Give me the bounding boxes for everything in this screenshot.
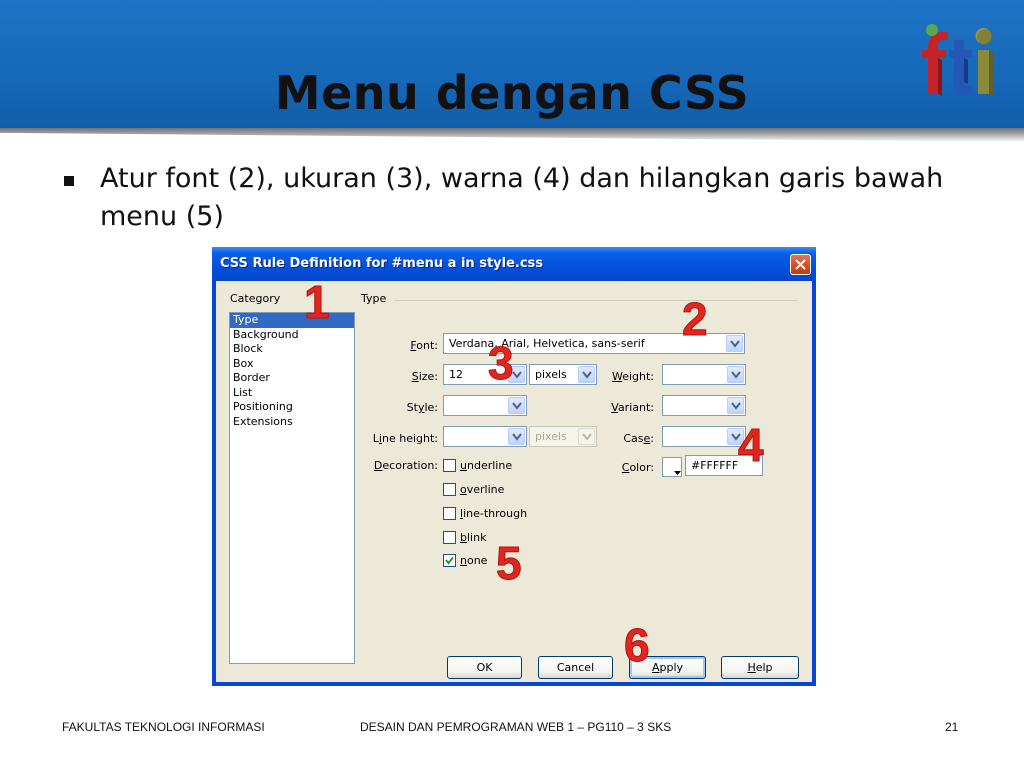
apply-button[interactable]: Apply bbox=[629, 656, 706, 679]
case-label: Case: bbox=[623, 432, 654, 445]
slide-title: Menu dengan CSS bbox=[274, 66, 750, 120]
callout-3: 3 bbox=[488, 337, 514, 389]
section-title: Type bbox=[361, 292, 387, 305]
dropdown-arrow-icon bbox=[674, 471, 681, 476]
banner-shadow bbox=[0, 128, 1024, 142]
help-button[interactable]: Help bbox=[721, 656, 799, 679]
chevron-down-icon bbox=[582, 371, 592, 379]
line-height-dropdown-button[interactable] bbox=[508, 428, 525, 445]
category-item-extensions[interactable]: Extensions bbox=[233, 414, 293, 428]
font-dropdown-button[interactable] bbox=[726, 335, 743, 352]
section-divider bbox=[394, 300, 798, 301]
size-unit-value: pixels bbox=[535, 368, 567, 381]
size-unit-dropdown-button[interactable] bbox=[578, 366, 595, 383]
css-rule-dialog bbox=[212, 247, 816, 686]
size-input[interactable] bbox=[443, 364, 527, 385]
blink-label: blink bbox=[460, 531, 487, 544]
fti-logo-icon bbox=[918, 22, 1002, 100]
ok-button[interactable]: OK bbox=[447, 656, 522, 679]
line-height-input[interactable] bbox=[443, 426, 527, 447]
callout-1: 1 bbox=[304, 276, 330, 328]
bullet-marker bbox=[64, 176, 74, 186]
category-item-list[interactable]: List bbox=[233, 385, 253, 399]
weight-select[interactable] bbox=[662, 364, 746, 385]
close-button[interactable] bbox=[790, 254, 811, 275]
chevron-down-icon bbox=[731, 371, 741, 379]
color-swatch[interactable] bbox=[662, 457, 682, 477]
font-label: Font: bbox=[410, 339, 438, 352]
variant-label: Variant: bbox=[611, 401, 654, 414]
overline-checkbox[interactable] bbox=[443, 483, 456, 496]
chevron-down-icon bbox=[512, 402, 522, 410]
bullet-text: Atur font (2), ukuran (3), warna (4) dan hilangkan garis bawah menu (5) bbox=[100, 163, 944, 232]
blink-checkbox[interactable] bbox=[443, 531, 456, 544]
category-item-border[interactable]: Border bbox=[233, 371, 270, 384]
dialog-client bbox=[216, 276, 812, 682]
callout-6: 6 bbox=[624, 619, 650, 671]
category-item-box[interactable]: Box bbox=[233, 356, 254, 370]
footer-center: DESAIN DAN PEMROGRAMAN WEB 1 – PG110 – 3 SKS bbox=[360, 720, 672, 734]
close-icon bbox=[795, 259, 806, 270]
line-through-label: line-through bbox=[460, 507, 528, 520]
style-select[interactable] bbox=[443, 395, 527, 416]
category-list[interactable] bbox=[229, 312, 355, 664]
color-label: Color: bbox=[621, 461, 654, 474]
underline-checkbox[interactable] bbox=[443, 459, 456, 472]
font-value: Verdana, Arial, Helvetica, sans-serif bbox=[449, 337, 645, 350]
dialog-title: CSS Rule Definition for #menu a in style.css bbox=[220, 256, 544, 271]
callout-2: 2 bbox=[682, 293, 708, 345]
chevron-down-icon bbox=[730, 340, 740, 348]
footer-left: FAKULTAS TEKNOLOGI INFORMASI bbox=[62, 720, 265, 734]
callout-4: 4 bbox=[738, 419, 764, 471]
chevron-down-icon bbox=[512, 433, 522, 441]
case-select[interactable] bbox=[662, 426, 746, 447]
size-value: 12 bbox=[449, 368, 463, 381]
none-label: none bbox=[460, 554, 488, 567]
footer-page-number: 21 bbox=[945, 720, 959, 734]
line-height-unit-value: pixels bbox=[535, 430, 567, 443]
variant-dropdown-button[interactable] bbox=[727, 397, 744, 414]
size-label: Size: bbox=[411, 370, 438, 383]
variant-select[interactable] bbox=[662, 395, 746, 416]
line-height-unit-select[interactable] bbox=[529, 426, 597, 447]
weight-dropdown-button[interactable] bbox=[727, 366, 744, 383]
weight-label: Weight: bbox=[611, 370, 654, 383]
line-height-unit-dropdown-button[interactable] bbox=[578, 428, 595, 445]
size-unit-select[interactable] bbox=[529, 364, 597, 385]
underline-label: underline bbox=[460, 459, 513, 472]
line-through-checkbox[interactable] bbox=[443, 507, 456, 520]
category-item-positioning[interactable]: Positioning bbox=[233, 400, 293, 413]
chevron-down-icon bbox=[582, 433, 592, 441]
category-item-background[interactable]: Background bbox=[233, 327, 299, 341]
style-label: Style: bbox=[406, 401, 438, 414]
color-value: #FFFFFF bbox=[691, 459, 739, 472]
checkmark-icon bbox=[445, 556, 454, 565]
callout-5: 5 bbox=[496, 537, 522, 589]
cancel-button[interactable]: Cancel bbox=[538, 656, 613, 679]
style-dropdown-button[interactable] bbox=[508, 397, 525, 414]
category-item-block[interactable]: Block bbox=[233, 342, 263, 355]
category-item-type[interactable]: Type bbox=[230, 313, 354, 328]
none-checkbox[interactable] bbox=[443, 554, 456, 567]
category-label: Category bbox=[230, 292, 281, 305]
dialog-titlebar[interactable] bbox=[212, 247, 816, 281]
decoration-label: Decoration: bbox=[373, 459, 438, 472]
overline-label: overline bbox=[460, 483, 505, 496]
line-height-label: Line height: bbox=[372, 432, 438, 445]
chevron-down-icon bbox=[731, 402, 741, 410]
